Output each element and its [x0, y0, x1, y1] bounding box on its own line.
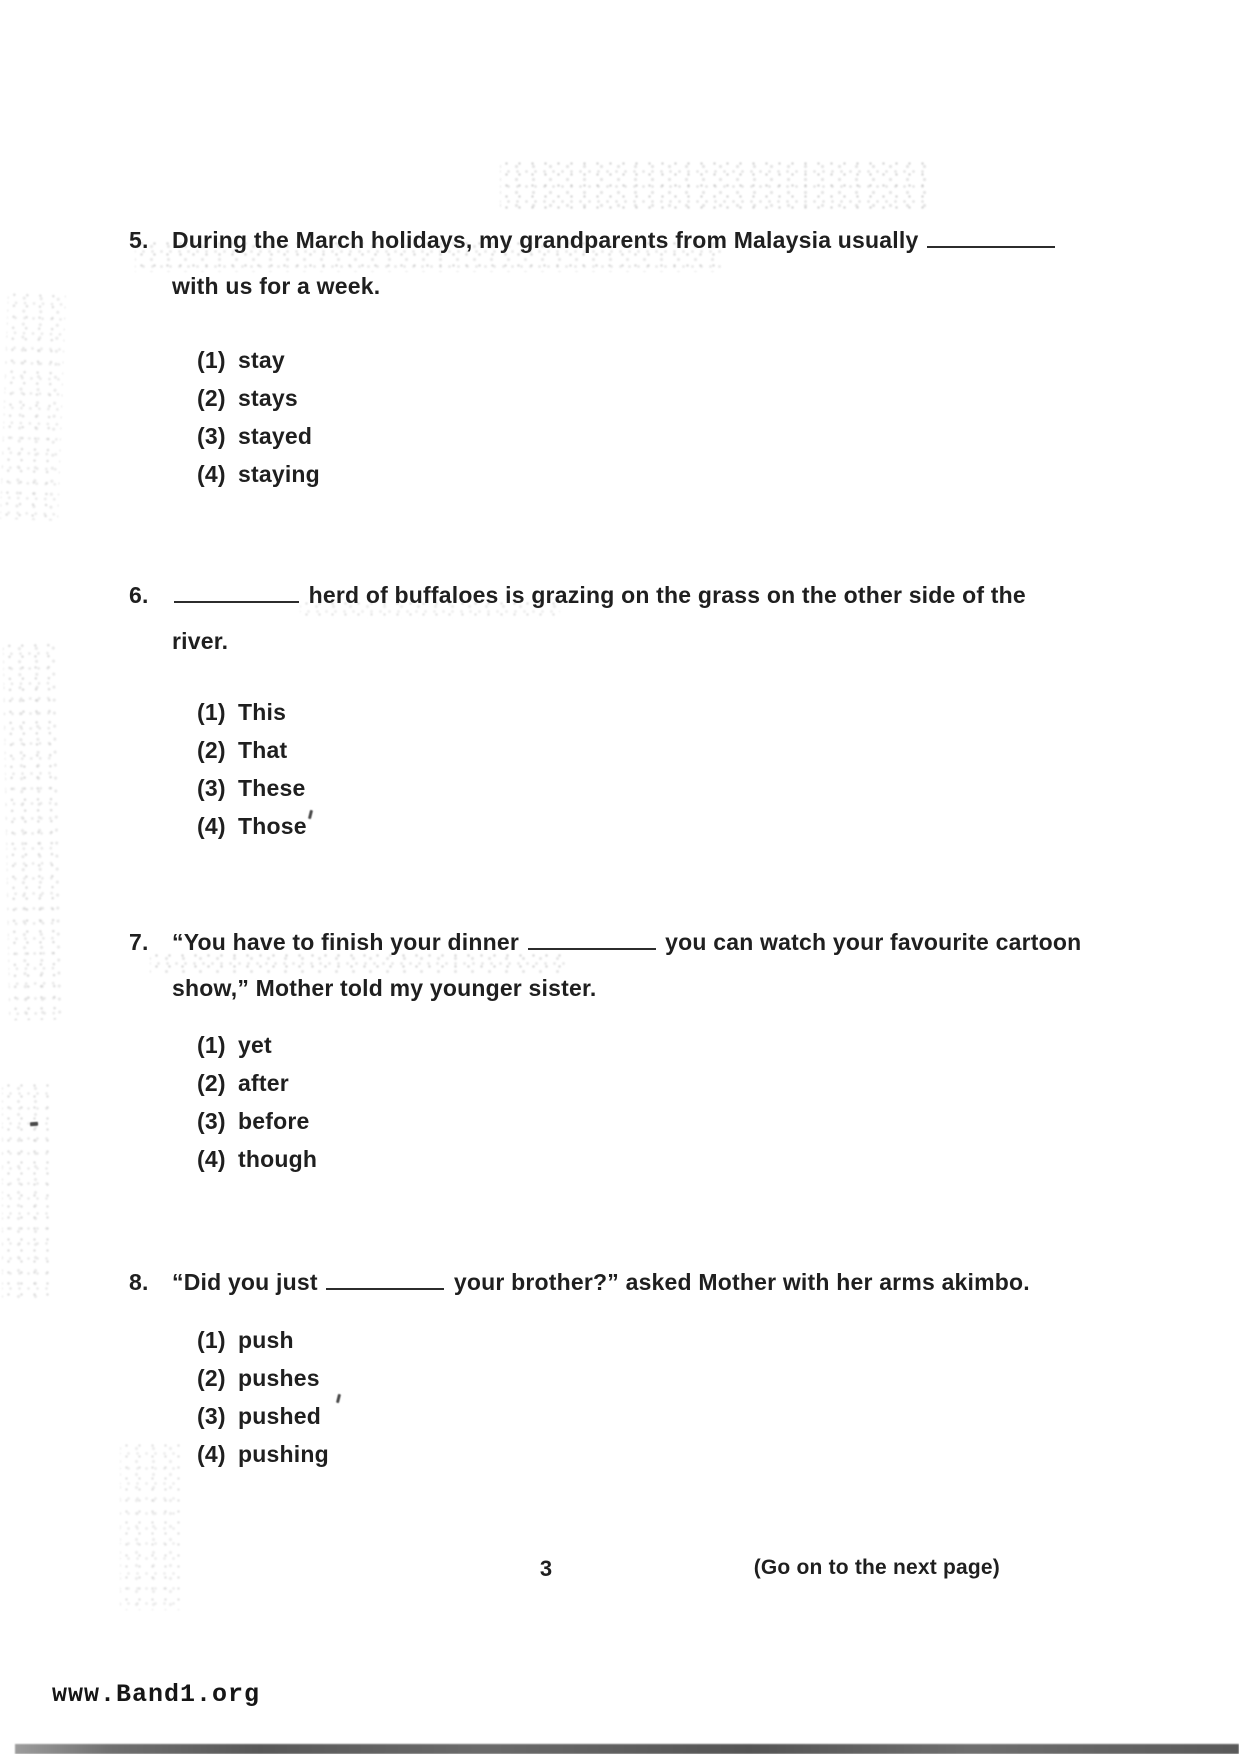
options-list: [197, 1026, 317, 1178]
option-label: staying: [238, 461, 320, 487]
options-list: [197, 341, 320, 493]
option-label: stayed: [238, 423, 313, 449]
question-text-segment: “You have to finish your dinner: [172, 929, 526, 955]
option-row: [197, 455, 320, 493]
answer-blank: [528, 927, 656, 950]
option-row: [197, 1321, 329, 1359]
question-number: 7.: [129, 929, 149, 955]
question-line: [172, 919, 1149, 965]
option-row: [197, 1140, 317, 1178]
option-number: (4): [197, 461, 226, 487]
question-text-segment: river.: [172, 628, 229, 654]
option-number: (4): [197, 1441, 226, 1467]
question-text: [172, 572, 1149, 664]
option-row: [197, 379, 320, 417]
option-label: before: [238, 1108, 310, 1134]
question-number: 6.: [129, 582, 149, 608]
answer-blank: [927, 225, 1055, 248]
option-label: pushed: [238, 1403, 321, 1429]
question-text-segment: with us for a week.: [172, 273, 381, 299]
option-label: Those: [238, 813, 307, 839]
question-text-segment: During the March holidays, my grandparents from Malaysia usually: [172, 227, 926, 253]
option-row: [197, 1359, 329, 1397]
option-label: pushing: [238, 1441, 329, 1467]
option-row: [197, 693, 307, 731]
question-text: [172, 919, 1149, 1011]
option-number: (3): [197, 423, 226, 449]
option-number: (1): [197, 347, 226, 373]
option-label: pushes: [238, 1365, 320, 1391]
option-number: (3): [197, 1403, 226, 1429]
question-line: [172, 572, 1149, 618]
question-line: [172, 1259, 1149, 1305]
question-text: [172, 1259, 1149, 1305]
option-row: [197, 1102, 317, 1140]
question-7: [129, 919, 1149, 1011]
option-number: (4): [197, 1146, 226, 1172]
question-line: [172, 618, 1149, 664]
option-number: (1): [197, 699, 226, 725]
option-label: push: [238, 1327, 294, 1353]
option-row: [197, 769, 307, 807]
option-row: [197, 807, 307, 845]
option-row: [197, 417, 320, 455]
option-label: stays: [238, 385, 298, 411]
option-number: (2): [197, 737, 226, 763]
option-row: [197, 731, 307, 769]
question-text-segment: herd of buffaloes is grazing on the grass on the other side of the: [302, 582, 1026, 608]
question-8: [129, 1259, 1149, 1305]
scan-mark: [30, 1122, 38, 1127]
question-line: [172, 965, 1149, 1011]
option-number: (1): [197, 1327, 226, 1353]
option-number: (3): [197, 1108, 226, 1134]
option-number: (1): [197, 1032, 226, 1058]
option-label: stay: [238, 347, 285, 373]
options-list: [197, 1321, 329, 1473]
option-number: (2): [197, 1070, 226, 1096]
question-text: [172, 217, 1149, 309]
option-row: [197, 1435, 329, 1473]
option-label: though: [238, 1146, 318, 1172]
answer-blank: [174, 580, 299, 603]
question-number: 5.: [129, 227, 149, 253]
footer-note: (Go on to the next page): [753, 1556, 1000, 1579]
question-number: 8.: [129, 1269, 149, 1295]
watermark-url: www.Band1.org: [52, 1680, 261, 1709]
option-label: These: [238, 775, 306, 801]
option-number: (2): [197, 1365, 226, 1391]
question-5: [129, 217, 1149, 309]
question-text-segment: show,” Mother told my younger sister.: [172, 975, 597, 1001]
option-row: [197, 1026, 317, 1064]
option-number: (4): [197, 813, 226, 839]
question-text-segment: “Did you just: [172, 1269, 325, 1295]
option-row: [197, 341, 320, 379]
answer-blank: [326, 1267, 444, 1290]
option-number: (2): [197, 385, 226, 411]
question-text-segment: your brother?” asked Mother with her arms akimbo.: [447, 1269, 1030, 1295]
option-label: after: [238, 1070, 289, 1096]
option-label: yet: [238, 1032, 272, 1058]
question-text-segment: you can watch your favourite cartoon: [658, 929, 1082, 955]
page-number: 3: [539, 1556, 553, 1581]
question-6: [129, 572, 1149, 664]
options-list: [197, 693, 307, 845]
question-line: [172, 263, 1149, 309]
scan-edge-bar: [15, 1744, 1239, 1754]
option-number: (3): [197, 775, 226, 801]
option-label: That: [238, 737, 288, 763]
option-row: [197, 1064, 317, 1102]
option-label: This: [238, 699, 287, 725]
question-line: [172, 217, 1149, 263]
option-row: [197, 1397, 329, 1435]
